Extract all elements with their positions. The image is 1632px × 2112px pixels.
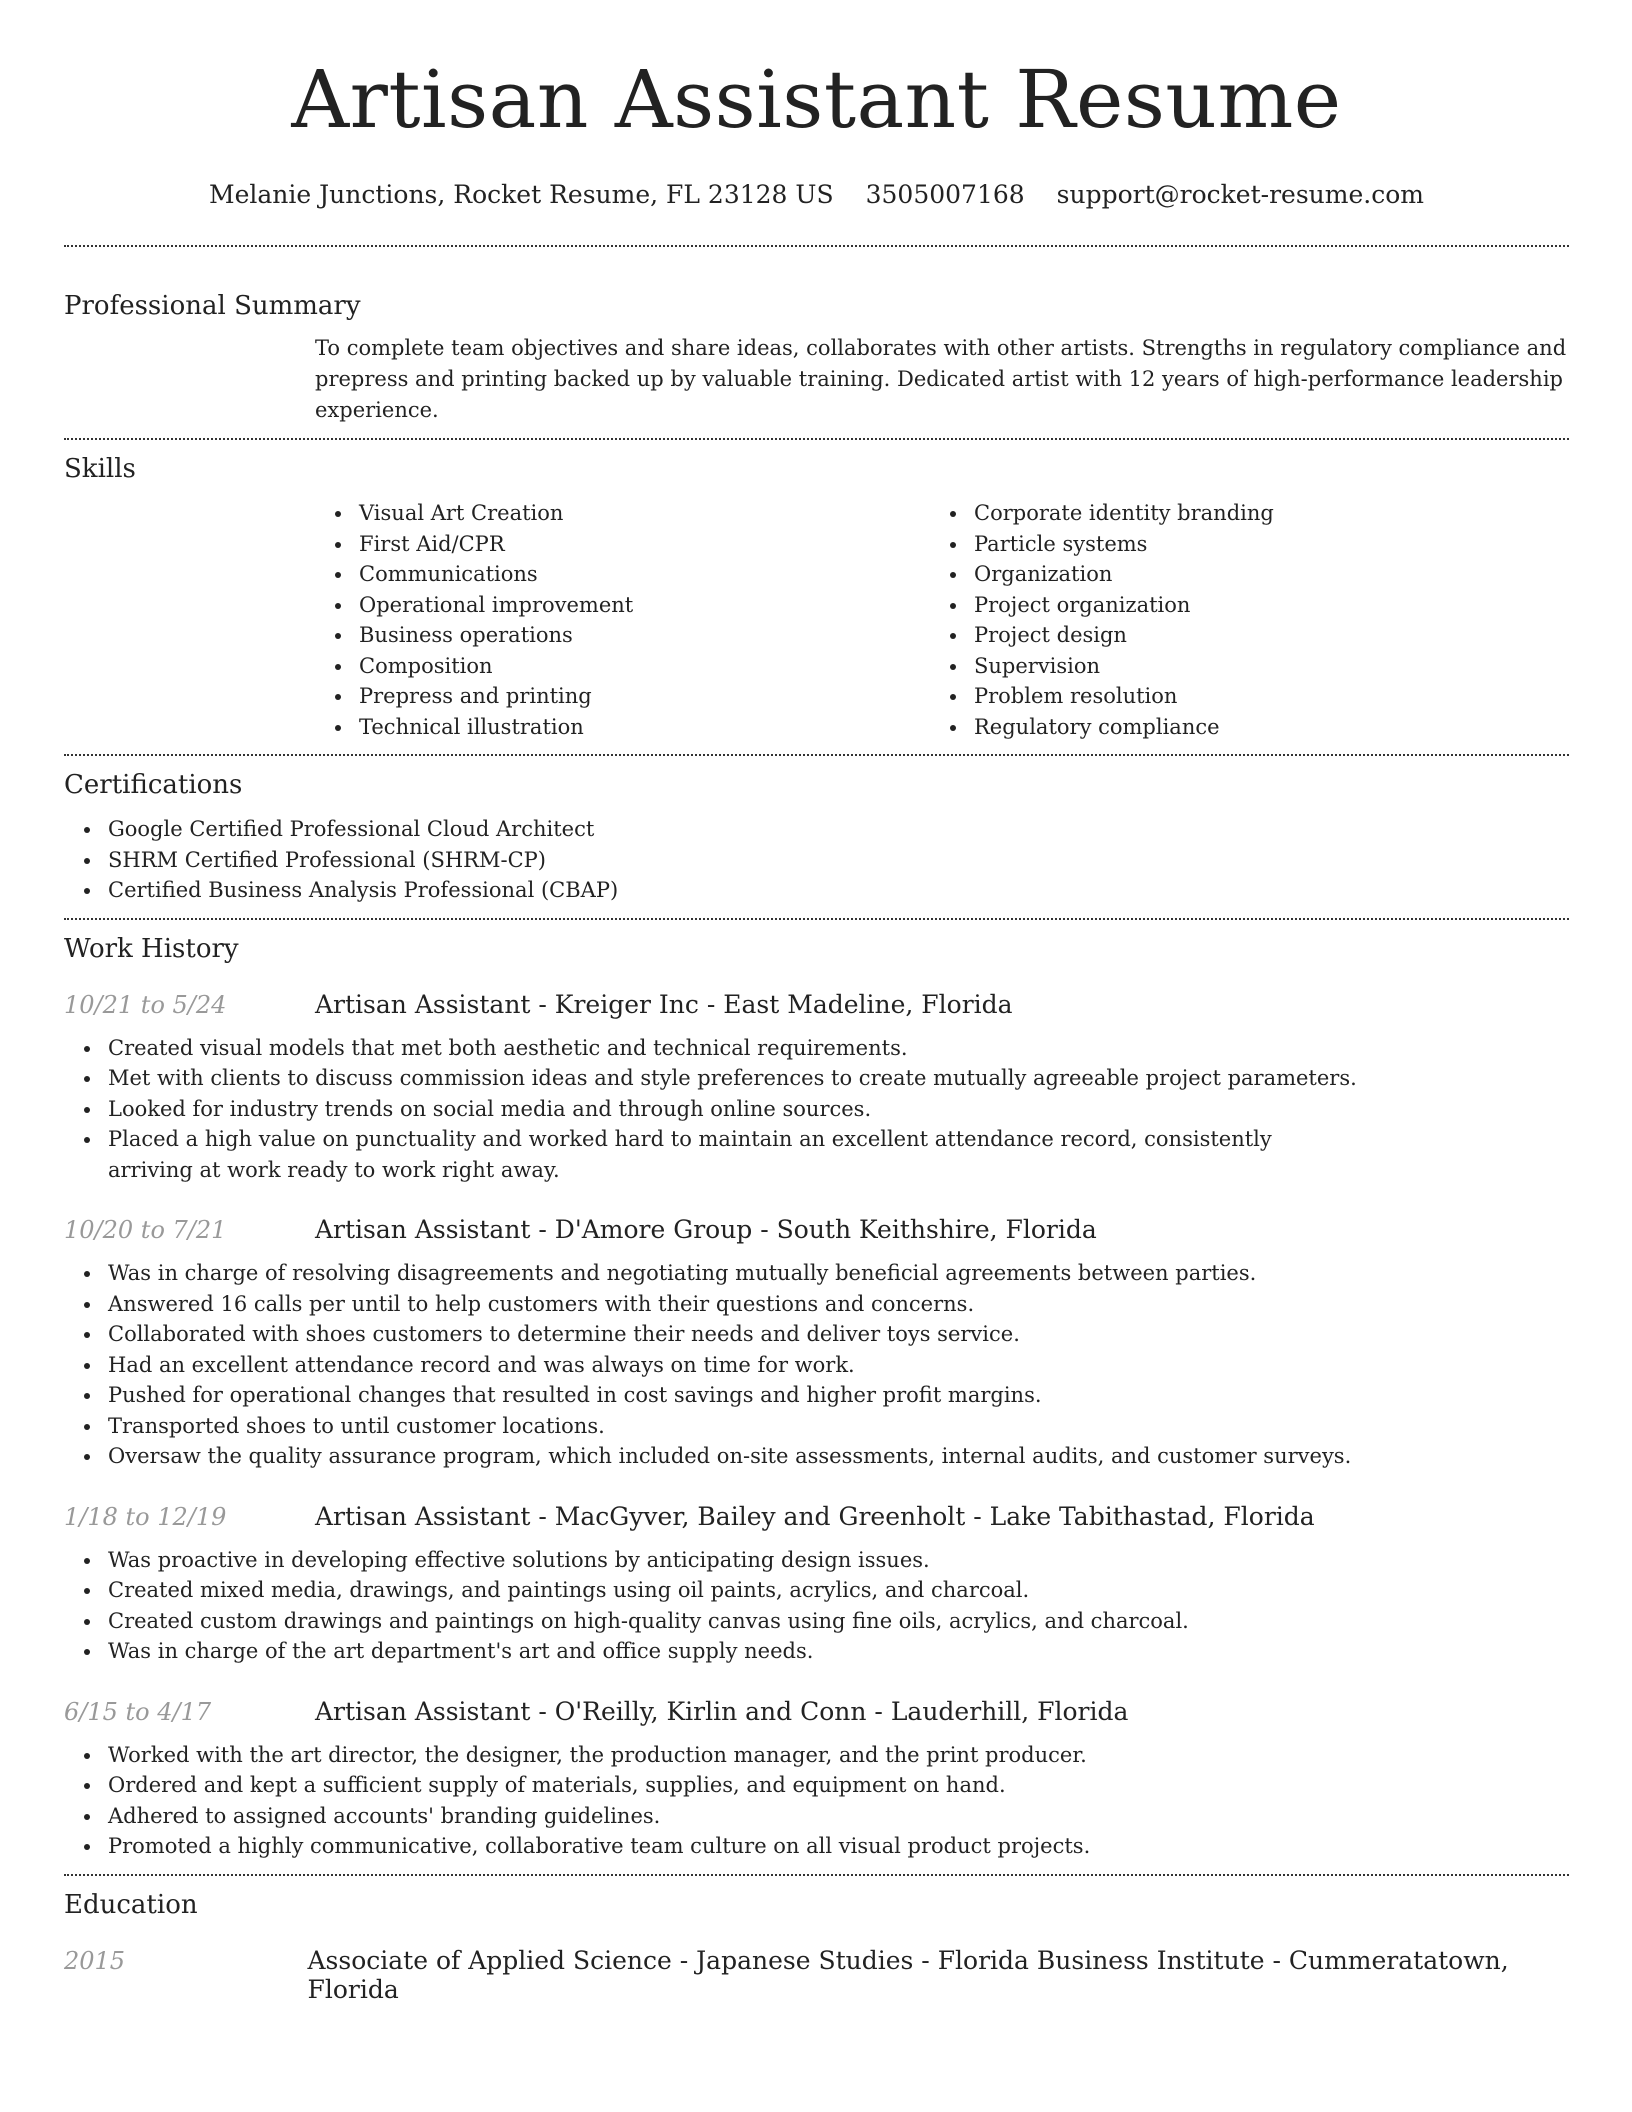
skills-list-right [930, 498, 1545, 742]
job-bullets [64, 1740, 1362, 1862]
job-bullet: Answered 16 calls per until to help customers with their questions and concerns. [108, 1289, 1362, 1320]
summary-section [64, 293, 1569, 426]
job-dates: 10/20 to 7/21 [64, 1216, 227, 1244]
job-bullet: Promoted a highly communicative, collaborative team culture on all visual product projects. [108, 1831, 1362, 1862]
job-dates: 6/15 to 4/17 [64, 1697, 212, 1726]
section-divider [64, 245, 1569, 247]
job-title: Artisan Assistant - O'Reilly, Kirlin and Conn - Lauderhill, Florida [315, 1696, 1129, 1726]
skill-item: Problem resolution [974, 681, 1545, 712]
job-bullet: Looked for industry trends on social media and through online sources. [108, 1094, 1362, 1125]
job-bullets [64, 1033, 1362, 1186]
section-divider [64, 918, 1569, 920]
job-title: Artisan Assistant - D'Amore Group - South Keithshire, Florida [315, 1215, 1097, 1244]
skill-item: Supervision [974, 651, 1545, 682]
job-bullet: Pushed for operational changes that resulted in cost savings and higher profit margins. [108, 1380, 1362, 1411]
section-divider [64, 1874, 1569, 1876]
job-bullet: Was in charge of resolving disagreements and negotiating mutually beneficial agreements between parties. [108, 1258, 1362, 1289]
education-entry [64, 1946, 1569, 2004]
skills-list-left [315, 498, 930, 742]
page-title: Artisan Assistant Resume [291, 53, 1342, 146]
work-history-section [64, 933, 1569, 1862]
section-divider [64, 754, 1569, 756]
skill-item: Regulatory compliance [974, 712, 1545, 743]
certification-item: SHRM Certified Professional (SHRM-CP) [108, 845, 1362, 876]
certification-item: Certified Business Analysis Professional (CBAP) [108, 875, 1362, 906]
skills-heading: Skills [64, 454, 136, 484]
job-bullet: Was proactive in developing effective solutions by anticipating design issues. [108, 1545, 1362, 1576]
certifications-list [64, 814, 1362, 906]
job-bullet: Collaborated with shoes customers to determine their needs and deliver toys service. [108, 1319, 1362, 1350]
education-section [64, 1889, 1569, 2004]
job-bullets [64, 1258, 1362, 1472]
job-bullet: Transported shoes to until customer locations. [108, 1411, 1362, 1442]
section-divider [64, 438, 1569, 440]
skill-item: Particle systems [974, 529, 1545, 560]
skill-item: Technical illustration [359, 712, 930, 743]
skill-item: Composition [359, 651, 930, 682]
work-history-heading: Work History [64, 933, 239, 964]
job-bullet: Placed a high value on punctuality and worked hard to maintain an excellent attendance record, consistently arriving at work ready to work right away. [108, 1124, 1362, 1185]
job-bullet: Created mixed media, drawings, and paintings using oil paints, acrylics, and charcoal. [108, 1575, 1362, 1606]
job-bullet: Adhered to assigned accounts' branding guidelines. [108, 1801, 1362, 1832]
skill-item: Operational improvement [359, 590, 930, 621]
skills-grid [315, 498, 1569, 742]
certification-item: Google Certified Professional Cloud Architect [108, 814, 1362, 845]
education-title: Associate of Applied Science - Japanese Studies - Florida Business Institute - Cummeratatown, Florida [307, 1945, 1509, 2004]
job-entry [64, 1502, 1569, 1667]
skill-item: Corporate identity branding [974, 498, 1545, 529]
resume-page [64, 0, 1569, 2112]
skills-section [64, 456, 1569, 742]
summary-heading: Professional Summary [64, 291, 361, 321]
job-dates: 10/21 to 5/24 [64, 990, 227, 1019]
skill-item: Project organization [974, 590, 1545, 621]
job-entry [64, 1215, 1569, 1472]
contact-phone: 3505007168 [865, 180, 1025, 209]
contact-email: support@rocket-resume.com [1056, 180, 1424, 209]
job-bullet: Created visual models that met both aesthetic and technical requirements. [108, 1033, 1362, 1064]
education-heading: Education [64, 1889, 198, 1920]
job-bullet: Oversaw the quality assurance program, which included on-site assessments, internal audits, and customer surveys. [108, 1441, 1362, 1472]
contact-address: Melanie Junctions, Rocket Resume, FL 23128 US [209, 180, 834, 209]
contact-info [64, 180, 1569, 209]
job-bullet: Met with clients to discuss commission ideas and style preferences to create mutually agreeable project parameters. [108, 1063, 1362, 1094]
skill-item: Visual Art Creation [359, 498, 930, 529]
job-bullet: Had an excellent attendance record and was always on time for work. [108, 1350, 1362, 1381]
skill-item: Organization [974, 559, 1545, 590]
job-bullet: Created custom drawings and paintings on high-quality canvas using fine oils, acrylics, and charcoal. [108, 1606, 1362, 1637]
skill-item: Business operations [359, 620, 930, 651]
job-bullet: Worked with the art director, the designer, the production manager, and the print producer. [108, 1740, 1362, 1771]
skill-item: Prepress and printing [359, 681, 930, 712]
job-dates: 1/18 to 12/19 [64, 1502, 227, 1531]
job-bullet: Ordered and kept a sufficient supply of materials, supplies, and equipment on hand. [108, 1770, 1362, 1801]
certifications-heading: Certifications [64, 770, 243, 800]
education-date: 2015 [64, 1946, 126, 1975]
job-bullets [64, 1545, 1362, 1667]
skill-item: Project design [974, 620, 1545, 651]
summary-text: To complete team objectives and share ideas, collaborates with other artists. Strengths in regulatory compliance and prepress and printing backed up by valuable training. Dedicated artist with 12 years of high-performance leadership experience. [315, 336, 1567, 422]
certifications-section [64, 772, 1569, 906]
job-title: Artisan Assistant - MacGyver, Bailey and Greenholt - Lake Tabithastad, Florida [315, 1501, 1315, 1531]
job-bullet: Was in charge of the art department's art and office supply needs. [108, 1636, 1362, 1667]
skill-item: First Aid/CPR [359, 529, 930, 560]
job-entry [64, 1697, 1569, 1862]
job-entry [64, 990, 1569, 1186]
skill-item: Communications [359, 559, 930, 590]
job-title: Artisan Assistant - Kreiger Inc - East Madeline, Florida [315, 989, 1013, 1019]
